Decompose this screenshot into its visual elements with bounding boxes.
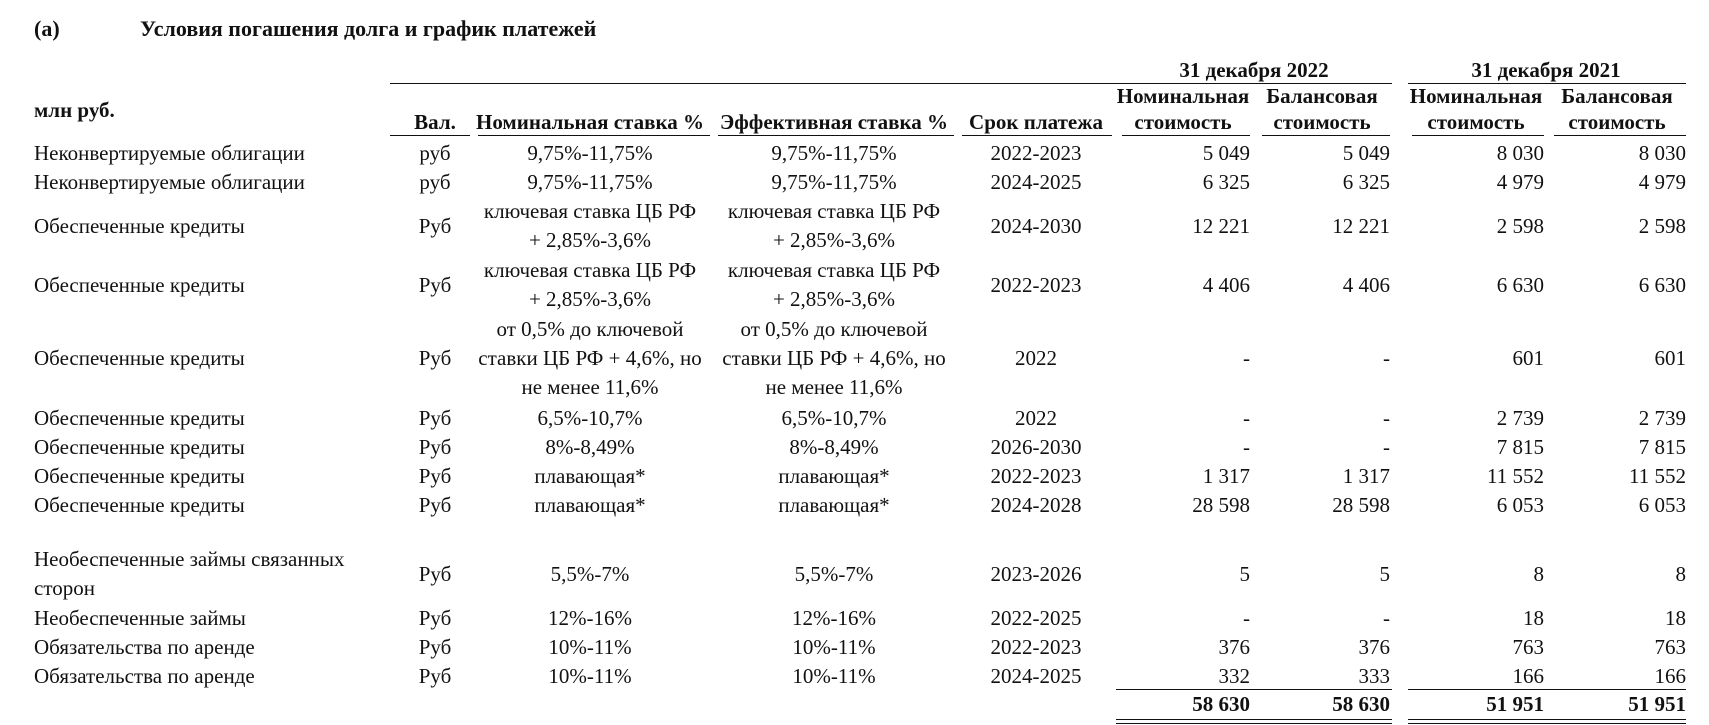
row-currency: Руб (418, 464, 452, 488)
row-book-value-2021: 8 (1675, 561, 1686, 586)
table-row (0, 197, 1709, 255)
table-row (0, 662, 1709, 691)
row-book-value-2022: - (1383, 406, 1390, 430)
row-nominal-rate: 10%-11% (548, 664, 632, 688)
row-term: 2024-2025 (990, 664, 1082, 688)
row-name: Обеспеченные кредиты (34, 464, 245, 488)
totals-row (0, 690, 1709, 719)
table-row (0, 462, 1709, 491)
row-effective-rate: ключевая ставка ЦБ РФ + 2,85%-3,6% (727, 199, 941, 252)
section-label: (a) (34, 16, 60, 41)
row-name: Обеспеченные кредиты (34, 213, 245, 238)
row-name: Обеспеченные кредиты (34, 493, 245, 517)
row-nominal-value-2021: 7 815 (1496, 435, 1544, 459)
row-nominal-value-2021: 8 (1533, 561, 1544, 586)
row-effective-rate: 9,75%-11,75% (771, 141, 897, 165)
row-name: Обязательства по аренде (34, 664, 255, 688)
header-rule-effective-rate (718, 135, 954, 136)
row-nominal-value-2022: 6 325 (1202, 170, 1250, 194)
row-nominal-value-2021: 6 630 (1496, 272, 1544, 297)
row-term: 2022-2023 (990, 141, 1082, 165)
row-nominal-value-2022: - (1243, 346, 1250, 370)
row-book-value-2021: 18 (1665, 606, 1686, 630)
row-nominal-value-2022: - (1243, 606, 1250, 630)
row-book-value-2021: 11 552 (1629, 464, 1686, 488)
row-book-value-2022: - (1383, 346, 1390, 370)
table-row (0, 404, 1709, 433)
row-currency: Руб (418, 435, 452, 459)
row-effective-rate: 10%-11% (792, 664, 876, 688)
col-nominal-value-2022-l2: стоимость (1134, 110, 1232, 134)
row-effective-rate: от 0,5% до ключевой ставки ЦБ РФ + 4,6%, но не менее 11,6% (722, 317, 946, 399)
section-heading (34, 16, 597, 42)
row-book-value-2022: 4 406 (1342, 272, 1390, 297)
row-nominal-value-2022: 28 598 (1192, 493, 1250, 517)
row-name: Обеспеченные кредиты (34, 346, 245, 370)
table-row (0, 168, 1709, 197)
col-book-value-2022-l2: стоимость (1273, 110, 1371, 134)
row-nominal-value-2022: 5 (1239, 561, 1250, 586)
row-name: Обеспеченные кредиты (34, 435, 245, 459)
row-name: Необеспеченные займы связанных сторон (34, 547, 345, 600)
row-book-value-2022: - (1383, 606, 1390, 630)
header-rule-nominal-2022 (1122, 135, 1250, 136)
row-effective-rate: 6,5%-10,7% (781, 406, 887, 430)
row-effective-rate: ключевая ставка ЦБ РФ + 2,85%-3,6% (727, 258, 941, 311)
row-book-value-2021: 8 030 (1638, 141, 1686, 165)
table-row (0, 545, 1709, 603)
col-nominal-rate-header: Номинальная ставка % (476, 110, 704, 134)
row-effective-rate: 10%-11% (792, 635, 876, 659)
row-name: Необеспеченные займы (34, 606, 246, 630)
row-term: 2022-2025 (990, 606, 1082, 630)
row-name: Обязательства по аренде (34, 635, 255, 659)
row-nominal-value-2022: - (1243, 406, 1250, 430)
total-nominal-2021: 51 951 (1486, 692, 1544, 716)
row-nominal-value-2022: 332 (1218, 664, 1250, 688)
table-row (0, 491, 1709, 520)
row-nominal-value-2021: 601 (1512, 346, 1544, 370)
row-nominal-value-2022: - (1243, 435, 1250, 459)
row-effective-rate: 12%-16% (792, 606, 876, 630)
row-book-value-2021: 166 (1654, 664, 1686, 688)
row-nominal-rate: 8%-8,49% (545, 435, 635, 459)
section-title: Условия погашения долга и график платежей (140, 16, 597, 41)
row-currency: Руб (418, 406, 452, 430)
row-term: 2024-2028 (990, 493, 1082, 517)
row-nominal-rate: ключевая ставка ЦБ РФ + 2,85%-3,6% (483, 258, 697, 311)
col-currency-header: Вал. (414, 110, 456, 134)
row-book-value-2021: 4 979 (1638, 170, 1686, 194)
row-nominal-rate: 12%-16% (548, 606, 632, 630)
row-book-value-2022: 12 221 (1332, 213, 1390, 238)
row-nominal-rate: 6,5%-10,7% (537, 406, 643, 430)
row-currency: Руб (418, 272, 452, 297)
col-term-header: Срок платежа (969, 110, 1103, 134)
row-nominal-rate: плавающая* (534, 464, 646, 488)
header-rule-currency (390, 135, 470, 136)
row-currency: Руб (418, 213, 452, 238)
row-name: Обеспеченные кредиты (34, 272, 245, 297)
row-name: Обеспеченные кредиты (34, 406, 245, 430)
row-term: 2023-2026 (990, 561, 1082, 586)
row-term: 2026-2030 (990, 435, 1082, 459)
row-term: 2022 (1015, 346, 1057, 370)
col-nominal-value-2022-l1: Номинальная (1116, 84, 1250, 108)
row-currency: Руб (418, 561, 452, 586)
row-currency: Руб (418, 606, 452, 630)
totals-double-rule-2021 (1408, 719, 1686, 724)
row-effective-rate: 5,5%-7% (794, 561, 874, 586)
row-nominal-rate: от 0,5% до ключевой ставки ЦБ РФ + 4,6%, но не менее 11,6% (478, 317, 702, 399)
row-book-value-2021: 2 739 (1638, 406, 1686, 430)
row-nominal-value-2022: 4 406 (1202, 272, 1250, 297)
row-book-value-2021: 2 598 (1638, 213, 1686, 238)
header-rule-book-2022 (1262, 135, 1390, 136)
table-row (0, 256, 1709, 314)
row-nominal-value-2022: 12 221 (1192, 213, 1250, 238)
row-nominal-value-2022: 5 049 (1202, 141, 1250, 165)
row-term: 2022-2023 (990, 272, 1082, 297)
row-nominal-value-2021: 2 598 (1496, 213, 1544, 238)
row-book-value-2022: 333 (1358, 664, 1390, 688)
row-book-value-2021: 763 (1654, 635, 1686, 659)
row-nominal-value-2021: 166 (1512, 664, 1544, 688)
header-rule-nominal-2021 (1412, 135, 1544, 136)
table-row (0, 433, 1709, 462)
table-row (0, 604, 1709, 633)
col-nominal-value-2021-l2: стоимость (1427, 110, 1525, 134)
row-book-value-2022: 28 598 (1332, 493, 1390, 517)
row-nominal-value-2022: 376 (1218, 635, 1250, 659)
row-term: 2022-2023 (990, 635, 1082, 659)
row-effective-rate: 9,75%-11,75% (771, 170, 897, 194)
row-name: Неконвертируемые облигации (34, 170, 305, 194)
row-currency: Руб (418, 493, 452, 517)
col-book-value-2021-l1: Балансовая (1561, 84, 1673, 108)
row-nominal-rate: 10%-11% (548, 635, 632, 659)
row-nominal-rate: 5,5%-7% (550, 561, 630, 586)
row-nominal-value-2021: 11 552 (1487, 464, 1544, 488)
table-row (0, 139, 1709, 168)
row-book-value-2022: - (1383, 435, 1390, 459)
header-rule-book-2021 (1554, 135, 1686, 136)
total-nominal-2022: 58 630 (1192, 692, 1250, 716)
row-term: 2024-2030 (990, 213, 1082, 238)
row-book-value-2021: 601 (1654, 346, 1686, 370)
row-nominal-value-2021: 4 979 (1496, 170, 1544, 194)
row-nominal-rate: 9,75%-11,75% (527, 141, 653, 165)
header-rule-term (962, 135, 1112, 136)
row-currency: руб (419, 141, 451, 165)
period-2022-header: 31 декабря 2022 (1179, 58, 1329, 82)
total-book-2022: 58 630 (1332, 692, 1390, 716)
header-rule-nominal-rate (478, 135, 710, 136)
totals-double-rule-2022 (1116, 719, 1392, 724)
row-currency: Руб (418, 635, 452, 659)
table-row (0, 315, 1709, 402)
row-term: 2024-2025 (990, 170, 1082, 194)
period-2021-header: 31 декабря 2021 (1471, 58, 1621, 82)
col-book-value-2022-l1: Балансовая (1266, 84, 1378, 108)
table-row (0, 633, 1709, 662)
row-currency: Руб (418, 664, 452, 688)
row-nominal-value-2021: 18 (1523, 606, 1544, 630)
row-nominal-value-2021: 2 739 (1496, 406, 1544, 430)
row-term: 2022-2023 (990, 464, 1082, 488)
row-nominal-rate: плавающая* (534, 493, 646, 517)
row-nominal-value-2021: 6 053 (1496, 493, 1544, 517)
col-nominal-value-2021-l1: Номинальная (1409, 84, 1543, 108)
row-currency: Руб (418, 346, 452, 370)
units-label: млн руб. (34, 98, 115, 122)
total-book-2021: 51 951 (1628, 692, 1686, 716)
row-effective-rate: 8%-8,49% (789, 435, 879, 459)
row-book-value-2022: 5 (1379, 561, 1390, 586)
row-book-value-2021: 6 053 (1638, 493, 1686, 517)
row-book-value-2021: 6 630 (1638, 272, 1686, 297)
col-book-value-2021-l2: стоимость (1568, 110, 1666, 134)
row-book-value-2022: 6 325 (1342, 170, 1390, 194)
row-effective-rate: плавающая* (778, 493, 890, 517)
row-effective-rate: плавающая* (778, 464, 890, 488)
row-book-value-2022: 376 (1358, 635, 1390, 659)
col-effective-rate-header: Эффективная ставка % (720, 110, 948, 134)
row-book-value-2021: 7 815 (1638, 435, 1686, 459)
row-nominal-value-2021: 8 030 (1496, 141, 1544, 165)
row-currency: руб (419, 170, 451, 194)
row-nominal-value-2022: 1 317 (1202, 464, 1250, 488)
row-book-value-2022: 5 049 (1342, 141, 1390, 165)
row-name: Неконвертируемые облигации (34, 141, 305, 165)
row-nominal-value-2021: 763 (1512, 635, 1544, 659)
row-term: 2022 (1015, 406, 1057, 430)
row-nominal-rate: 9,75%-11,75% (527, 170, 653, 194)
row-nominal-rate: ключевая ставка ЦБ РФ + 2,85%-3,6% (483, 199, 697, 252)
row-book-value-2022: 1 317 (1342, 464, 1390, 488)
